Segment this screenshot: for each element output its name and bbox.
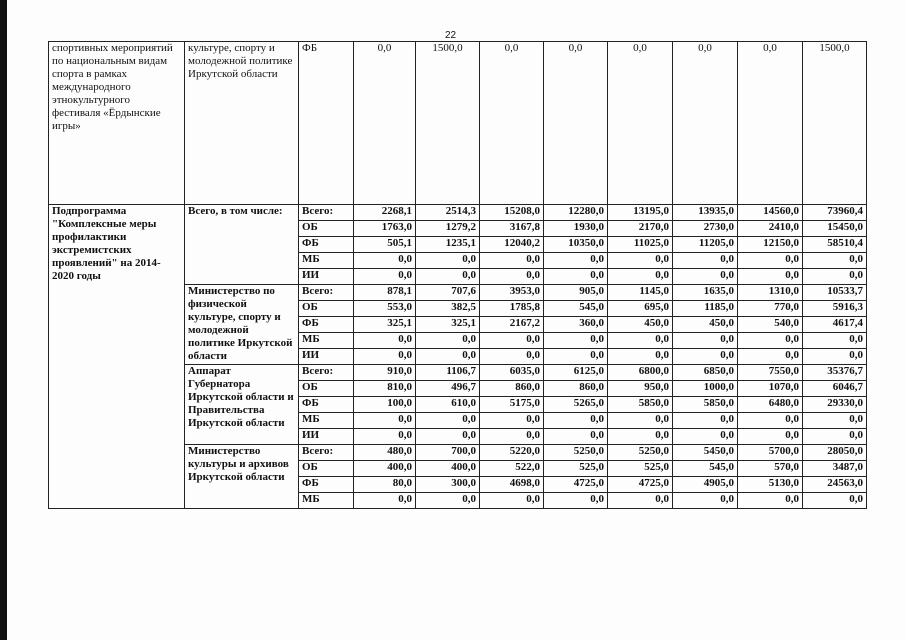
funding-source-cell: ФБ	[299, 317, 354, 333]
value-cell: 0,0	[803, 349, 867, 365]
value-cell: 707,6	[416, 285, 480, 301]
value-cell: 1279,2	[416, 221, 480, 237]
funding-source-cell: ФБ	[299, 397, 354, 413]
value-cell: 12280,0	[544, 205, 608, 221]
value-cell: 4617,4	[803, 317, 867, 333]
value-cell: 0,0	[480, 42, 544, 205]
value-cell: 2514,3	[416, 205, 480, 221]
value-cell: 0,0	[544, 493, 608, 509]
value-cell: 1106,7	[416, 365, 480, 381]
executor-cell: Министерство культуры и архивов Иркутской области	[185, 445, 299, 509]
value-cell: 0,0	[416, 493, 480, 509]
value-cell: 810,0	[354, 381, 416, 397]
value-cell: 2268,1	[354, 205, 416, 221]
funding-source-cell: ОБ	[299, 381, 354, 397]
value-cell: 570,0	[738, 461, 803, 477]
value-cell: 860,0	[544, 381, 608, 397]
funding-source-cell: МБ	[299, 493, 354, 509]
budget-table	[48, 41, 867, 509]
value-cell: 3167,8	[480, 221, 544, 237]
value-cell: 0,0	[608, 429, 673, 445]
value-cell: 10533,7	[803, 285, 867, 301]
value-cell: 0,0	[803, 413, 867, 429]
value-cell: 0,0	[480, 349, 544, 365]
value-cell: 14560,0	[738, 205, 803, 221]
value-cell: 905,0	[544, 285, 608, 301]
value-cell: 1635,0	[673, 285, 738, 301]
value-cell: 0,0	[416, 429, 480, 445]
value-cell: 12040,2	[480, 237, 544, 253]
funding-source-cell: ОБ	[299, 301, 354, 317]
value-cell: 58510,4	[803, 237, 867, 253]
value-cell: 5250,0	[544, 445, 608, 461]
value-cell: 545,0	[544, 301, 608, 317]
value-cell: 0,0	[738, 349, 803, 365]
funding-source-cell: Всего:	[299, 365, 354, 381]
value-cell: 1785,8	[480, 301, 544, 317]
value-cell: 450,0	[608, 317, 673, 333]
value-cell: 0,0	[354, 429, 416, 445]
value-cell: 1763,0	[354, 221, 416, 237]
value-cell: 4698,0	[480, 477, 544, 493]
value-cell: 553,0	[354, 301, 416, 317]
value-cell: 0,0	[544, 42, 608, 205]
value-cell: 522,0	[480, 461, 544, 477]
value-cell: 12150,0	[738, 237, 803, 253]
value-cell: 2410,0	[738, 221, 803, 237]
value-cell: 5850,0	[673, 397, 738, 413]
value-cell: 400,0	[354, 461, 416, 477]
value-cell: 0,0	[480, 493, 544, 509]
value-cell: 0,0	[673, 333, 738, 349]
value-cell: 1500,0	[416, 42, 480, 205]
executor-cell: культуре, спорту и молодежной политике Иркутской области	[185, 42, 299, 205]
value-cell: 35376,7	[803, 365, 867, 381]
value-cell: 325,1	[416, 317, 480, 333]
value-cell: 5700,0	[738, 445, 803, 461]
value-cell: 382,5	[416, 301, 480, 317]
value-cell: 1000,0	[673, 381, 738, 397]
value-cell: 0,0	[608, 493, 673, 509]
funding-source-cell: ФБ	[299, 42, 354, 205]
value-cell: 0,0	[416, 253, 480, 269]
value-cell: 400,0	[416, 461, 480, 477]
value-cell: 0,0	[608, 349, 673, 365]
value-cell: 0,0	[738, 333, 803, 349]
value-cell: 360,0	[544, 317, 608, 333]
value-cell: 0,0	[354, 333, 416, 349]
value-cell: 0,0	[608, 333, 673, 349]
value-cell: 0,0	[416, 413, 480, 429]
value-cell: 4725,0	[608, 477, 673, 493]
value-cell: 770,0	[738, 301, 803, 317]
value-cell: 700,0	[416, 445, 480, 461]
value-cell: 525,0	[544, 461, 608, 477]
value-cell: 5850,0	[608, 397, 673, 413]
value-cell: 6480,0	[738, 397, 803, 413]
value-cell: 6125,0	[544, 365, 608, 381]
value-cell: 100,0	[354, 397, 416, 413]
value-cell: 0,0	[673, 413, 738, 429]
value-cell: 0,0	[480, 429, 544, 445]
value-cell: 0,0	[608, 269, 673, 285]
value-cell: 0,0	[608, 253, 673, 269]
value-cell: 24563,0	[803, 477, 867, 493]
value-cell: 0,0	[354, 269, 416, 285]
value-cell: 3487,0	[803, 461, 867, 477]
value-cell: 610,0	[416, 397, 480, 413]
value-cell: 0,0	[480, 269, 544, 285]
value-cell: 11205,0	[673, 237, 738, 253]
value-cell: 1310,0	[738, 285, 803, 301]
value-cell: 1500,0	[803, 42, 867, 205]
value-cell: 80,0	[354, 477, 416, 493]
value-cell: 5175,0	[480, 397, 544, 413]
value-cell: 1145,0	[608, 285, 673, 301]
value-cell: 7550,0	[738, 365, 803, 381]
funding-source-cell: ИИ	[299, 429, 354, 445]
value-cell: 910,0	[354, 365, 416, 381]
value-cell: 0,0	[544, 413, 608, 429]
funding-source-cell: Всего:	[299, 445, 354, 461]
value-cell: 29330,0	[803, 397, 867, 413]
scan-edge-bar	[0, 0, 7, 640]
value-cell: 325,1	[354, 317, 416, 333]
value-cell: 860,0	[480, 381, 544, 397]
value-cell: 2167,2	[480, 317, 544, 333]
value-cell: 0,0	[544, 333, 608, 349]
funding-source-cell: ИИ	[299, 269, 354, 285]
value-cell: 2170,0	[608, 221, 673, 237]
value-cell: 13195,0	[608, 205, 673, 221]
funding-source-cell: МБ	[299, 413, 354, 429]
value-cell: 0,0	[544, 253, 608, 269]
subprogram-title-cell: Подпрограмма "Комплексные меры профилактики экстремистских проявлений" на 2014-2020 годы	[49, 205, 185, 509]
value-cell: 5250,0	[608, 445, 673, 461]
value-cell: 1070,0	[738, 381, 803, 397]
page-number: 22	[445, 30, 457, 41]
value-cell: 300,0	[416, 477, 480, 493]
value-cell: 6035,0	[480, 365, 544, 381]
value-cell: 0,0	[416, 349, 480, 365]
value-cell: 0,0	[803, 269, 867, 285]
program-name-cell: спортивных мероприятий по национальным видам спорта в рамках международного этнокультурного фестиваля «Ёрдынские игры»	[49, 42, 185, 205]
executor-cell: Аппарат Губернатора Иркутской области и Правительства Иркутской области	[185, 365, 299, 445]
table-row	[49, 205, 867, 221]
value-cell: 5450,0	[673, 445, 738, 461]
value-cell: 0,0	[738, 253, 803, 269]
value-cell: 950,0	[608, 381, 673, 397]
funding-source-cell: ФБ	[299, 477, 354, 493]
value-cell: 5916,3	[803, 301, 867, 317]
value-cell: 0,0	[354, 253, 416, 269]
value-cell: 3953,0	[480, 285, 544, 301]
value-cell: 878,1	[354, 285, 416, 301]
value-cell: 15450,0	[803, 221, 867, 237]
value-cell: 0,0	[480, 253, 544, 269]
value-cell: 0,0	[803, 493, 867, 509]
value-cell: 6850,0	[673, 365, 738, 381]
value-cell: 11025,0	[608, 237, 673, 253]
value-cell: 0,0	[673, 493, 738, 509]
value-cell: 0,0	[738, 413, 803, 429]
value-cell: 0,0	[544, 269, 608, 285]
value-cell: 0,0	[673, 253, 738, 269]
value-cell: 4725,0	[544, 477, 608, 493]
value-cell: 15208,0	[480, 205, 544, 221]
value-cell: 10350,0	[544, 237, 608, 253]
value-cell: 0,0	[416, 269, 480, 285]
value-cell: 0,0	[354, 349, 416, 365]
value-cell: 0,0	[608, 413, 673, 429]
value-cell: 480,0	[354, 445, 416, 461]
funding-source-cell: ОБ	[299, 221, 354, 237]
value-cell: 1235,1	[416, 237, 480, 253]
value-cell: 2730,0	[673, 221, 738, 237]
value-cell: 0,0	[354, 42, 416, 205]
value-cell: 0,0	[480, 413, 544, 429]
value-cell: 450,0	[673, 317, 738, 333]
value-cell: 5220,0	[480, 445, 544, 461]
budget-table-body	[49, 42, 867, 509]
funding-source-cell: МБ	[299, 253, 354, 269]
funding-source-cell: МБ	[299, 333, 354, 349]
value-cell: 4905,0	[673, 477, 738, 493]
funding-source-cell: ИИ	[299, 349, 354, 365]
value-cell: 0,0	[738, 429, 803, 445]
value-cell: 0,0	[803, 253, 867, 269]
value-cell: 0,0	[416, 333, 480, 349]
value-cell: 1930,0	[544, 221, 608, 237]
value-cell: 496,7	[416, 381, 480, 397]
value-cell: 0,0	[738, 269, 803, 285]
value-cell: 0,0	[673, 429, 738, 445]
value-cell: 6800,0	[608, 365, 673, 381]
value-cell: 545,0	[673, 461, 738, 477]
value-cell: 5265,0	[544, 397, 608, 413]
value-cell: 695,0	[608, 301, 673, 317]
value-cell: 28050,0	[803, 445, 867, 461]
funding-source-cell: ОБ	[299, 461, 354, 477]
value-cell: 0,0	[738, 493, 803, 509]
executor-cell: Всего, в том числе:	[185, 205, 299, 285]
value-cell: 0,0	[608, 42, 673, 205]
value-cell: 0,0	[803, 333, 867, 349]
value-cell: 0,0	[673, 42, 738, 205]
value-cell: 0,0	[480, 333, 544, 349]
table-row	[49, 42, 867, 205]
value-cell: 0,0	[544, 349, 608, 365]
executor-cell: Министерство по физической культуре, спорту и молодежной политике Иркутской области	[185, 285, 299, 365]
value-cell: 73960,4	[803, 205, 867, 221]
value-cell: 0,0	[738, 42, 803, 205]
funding-source-cell: ФБ	[299, 237, 354, 253]
value-cell: 0,0	[354, 413, 416, 429]
value-cell: 0,0	[803, 429, 867, 445]
value-cell: 525,0	[608, 461, 673, 477]
value-cell: 0,0	[673, 269, 738, 285]
value-cell: 540,0	[738, 317, 803, 333]
funding-source-cell: Всего:	[299, 285, 354, 301]
value-cell: 13935,0	[673, 205, 738, 221]
funding-source-cell: Всего:	[299, 205, 354, 221]
value-cell: 505,1	[354, 237, 416, 253]
value-cell: 5130,0	[738, 477, 803, 493]
value-cell: 0,0	[673, 349, 738, 365]
value-cell: 0,0	[354, 493, 416, 509]
value-cell: 0,0	[544, 429, 608, 445]
value-cell: 6046,7	[803, 381, 867, 397]
value-cell: 1185,0	[673, 301, 738, 317]
